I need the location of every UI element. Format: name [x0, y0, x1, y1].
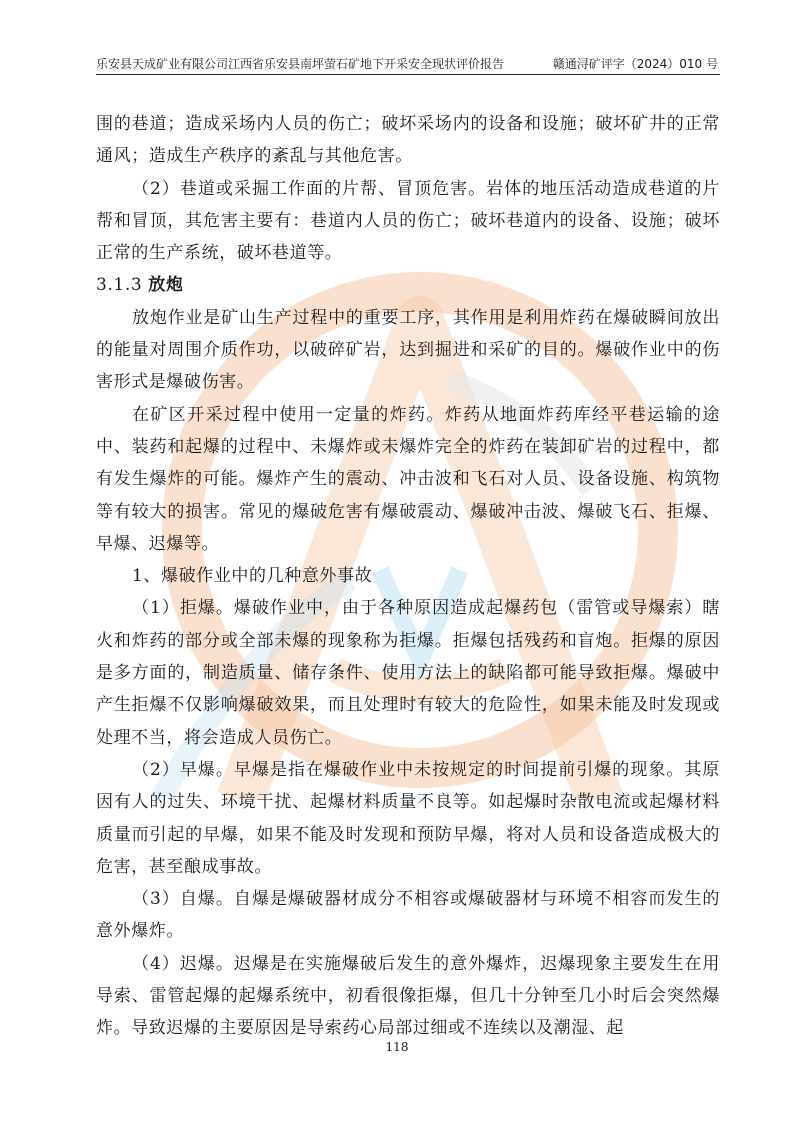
header-document-number: 赣通浔矿评字（2024）010 号 [552, 57, 718, 71]
section-heading [96, 269, 720, 301]
body-paragraph: （3）自爆。自爆是爆破器材成分不相容或爆破器材与环境不相容而发生的意外爆炸。 [96, 889, 720, 942]
running-header [96, 54, 720, 75]
body-paragraph: 放炮作业是矿山生产过程中的重要工序，其作用是利用炸药在爆破瞬间放出的能量对周围介质作功，以破碎矿岩，达到掘进和采矿的目的。爆破作业中的伤害形式是爆破伤害。 [96, 307, 720, 393]
body-paragraph: 在矿区开采过程中使用一定量的炸药。炸药从地面炸药库经平巷运输的途中、装药和起爆的过程中、未爆炸或未爆炸完全的炸药在装卸矿岩的过程中，都有发生爆炸的可能。爆炸产生的震动、冲击波和飞石对人员、设备设施、构筑物等有较大的损害。常见的爆破危害有爆破震动、爆破冲击波、爆破飞石、拒爆、早爆、迟爆等。 [96, 404, 720, 554]
subsection-heading: 1、爆破作业中的几种意外事故 [132, 566, 373, 587]
section-number: 3.1.3 [96, 275, 143, 296]
document-body [96, 108, 720, 1045]
body-paragraph: （2）早爆。早爆是指在爆破作业中未按规定的时间提前引爆的现象。其原因有人的过失、环境干扰、起爆材料质量不良等。如起爆时杂散电流或起爆材料质量而引起的早爆，如果不能及时发现和预防早爆，将对人员和设备造成极大的危害，甚至酿成事故。 [96, 759, 720, 877]
body-paragraph: （1）拒爆。爆破作业中，由于各种原因造成起爆药包（雷管或导爆索）瞎火和炸药的部分或全部未爆的现象称为拒爆。拒爆包括残药和盲炮。拒爆的原因是多方面的，制造质量、储存条件、使用方法上的缺陷都可能导致拒爆。爆破中产生拒爆不仅影响爆破效果，而且处理时有较大的危险性，如果未能及时发现或处理不当，将会造成人员伤亡。 [96, 598, 720, 748]
section-title: 放炮 [148, 275, 184, 296]
body-paragraph: （2）巷道或采掘工作面的片帮、冒顶危害。岩体的地压活动造成巷道的片帮和冒顶，其危害主要有：巷道内人员的伤亡；破坏巷道内的设备、设施；破坏正常的生产系统，破坏巷道等。 [96, 178, 720, 264]
body-paragraph: （4）迟爆。迟爆是在实施爆破后发生的意外爆炸，迟爆现象主要发生在用导索、雷管起爆的起爆系统中，初看很像拒爆，但几十分钟至几小时后会突然爆炸。导致迟爆的主要原因是导索药心局部过细或不连续以及潮湿、起 [96, 953, 720, 1039]
header-report-title: 乐安县天成矿业有限公司江西省乐安县南坪萤石矿地下开采安全现状评价报告 [96, 57, 505, 71]
page-number: 118 [385, 1040, 409, 1054]
body-paragraph: 围的巷道；造成采场内人员的伤亡；破坏采场内的设备和设施；破坏矿井的正常通风；造成生产秩序的紊乱与其他危害。 [96, 114, 720, 167]
